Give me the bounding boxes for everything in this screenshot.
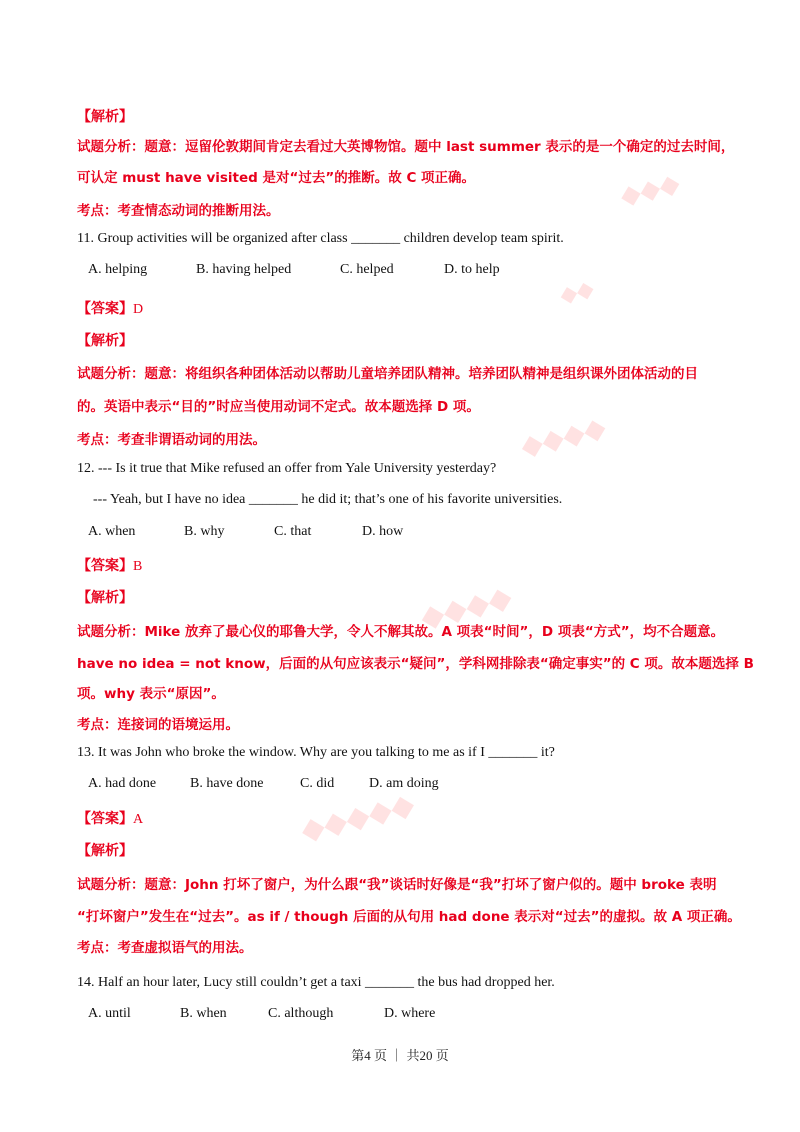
answer-label: 【答案】 — [77, 558, 133, 574]
analysis-heading: 【解析】 — [77, 333, 133, 349]
option-c: C. helped — [340, 262, 394, 277]
answer-value: A — [133, 812, 144, 827]
option-d: D. am doing — [369, 776, 439, 791]
option-a: A. had done — [88, 776, 157, 791]
question-14: 14. Half an hour later, Lucy still couldn’t get a taxi _______ the bus had dropped her. — [77, 975, 555, 990]
option-c: C. did — [300, 776, 335, 791]
option-b: B. when — [180, 1006, 227, 1021]
watermark-logo: ◆◆◆◆◆ — [297, 786, 418, 849]
answer-value: B — [133, 559, 143, 574]
analysis-text: 可认定 must have visited 是对“过去”的推断。故 C 项正确。 — [77, 170, 476, 186]
answer-value: D — [133, 302, 144, 317]
analysis-text: have no idea = not know，后面的从句应该表示“疑问”，学科网排除表“确定事实”的 C 项。故本题选择 B — [77, 656, 754, 672]
answer-label: 【答案】 — [77, 811, 133, 827]
exam-point: 考点：考查非谓语动词的用法。 — [77, 432, 266, 448]
watermark-logo: ◆◆◆◆ — [517, 410, 609, 463]
watermark-logo: ◆◆ — [557, 276, 597, 309]
question-12-line-1: 12. --- Is it true that Mike refused an offer from Yale University yesterday? — [77, 461, 497, 476]
option-a: A. until — [88, 1006, 131, 1021]
watermark-logo: ◆◆◆◆ — [417, 579, 516, 636]
analysis-text: 试题分析：题意：将组织各种团体活动以帮助儿童培养团队精神。培养团队精神是组织课外团体活动的目 — [77, 366, 698, 382]
question-11: 11. Group activities will be organized after class _______ children develop team spirit. — [77, 231, 564, 246]
answer-row — [77, 555, 142, 575]
option-d: D. how — [362, 524, 404, 539]
option-b: B. why — [184, 524, 225, 539]
answer-row — [77, 808, 143, 828]
analysis-text: 试题分析：题意：逗留伦敦期间肯定去看过大英博物馆。题中 last summer 表示的是一个确定的过去时间， — [77, 139, 735, 155]
analysis-heading: 【解析】 — [77, 109, 133, 125]
analysis-heading: 【解析】 — [77, 843, 133, 859]
analysis-text: “打坏窗户”发生在“过去”。as if / though 后面的从句用 had done 表示对“过去”的虚拟。故 A 项正确。 — [77, 909, 741, 925]
option-d: D. to help — [444, 262, 500, 277]
page-number-footer: 第4 页 ｜ 共20 页 — [351, 1048, 449, 1063]
analysis-heading: 【解析】 — [77, 590, 133, 606]
analysis-text: 试题分析：题意：John 打坏了窗户，为什么跟“我”谈话时好像是“我”打坏了窗户似的。题中 broke 表明 — [77, 877, 717, 893]
exam-point: 考点：考查情态动词的推断用法。 — [77, 203, 280, 219]
question-12-line-2: --- Yeah, but I have no idea _______ he did it; that’s one of his favorite universities. — [93, 492, 563, 507]
analysis-text: 试题分析：Mike 放弃了最心仪的耶鲁大学，令人不解其故。A 项表“时间”，D 项表“方式”，均不合题意。 — [77, 624, 725, 640]
answer-row — [77, 298, 143, 318]
option-a: A. helping — [88, 262, 148, 277]
option-c: C. that — [274, 524, 312, 539]
option-b: B. have done — [190, 776, 264, 791]
option-a: A. when — [88, 524, 136, 539]
analysis-text: 项。why 表示“原因”。 — [77, 686, 225, 702]
option-c: C. although — [268, 1006, 334, 1021]
question-13: 13. It was John who broke the window. Why are you talking to me as if I _______ it? — [77, 745, 555, 760]
option-d: D. where — [384, 1006, 436, 1021]
analysis-text: 的。英语中表示“目的”时应当使用动词不定式。故本题选择 D 项。 — [77, 399, 480, 415]
answer-label: 【答案】 — [77, 301, 133, 317]
option-b: B. having helped — [196, 262, 292, 277]
watermark-logo: ◆◆◆ — [617, 168, 683, 212]
exam-point: 考点：考查虚拟语气的用法。 — [77, 940, 253, 956]
exam-point: 考点：连接词的语境运用。 — [77, 717, 239, 733]
